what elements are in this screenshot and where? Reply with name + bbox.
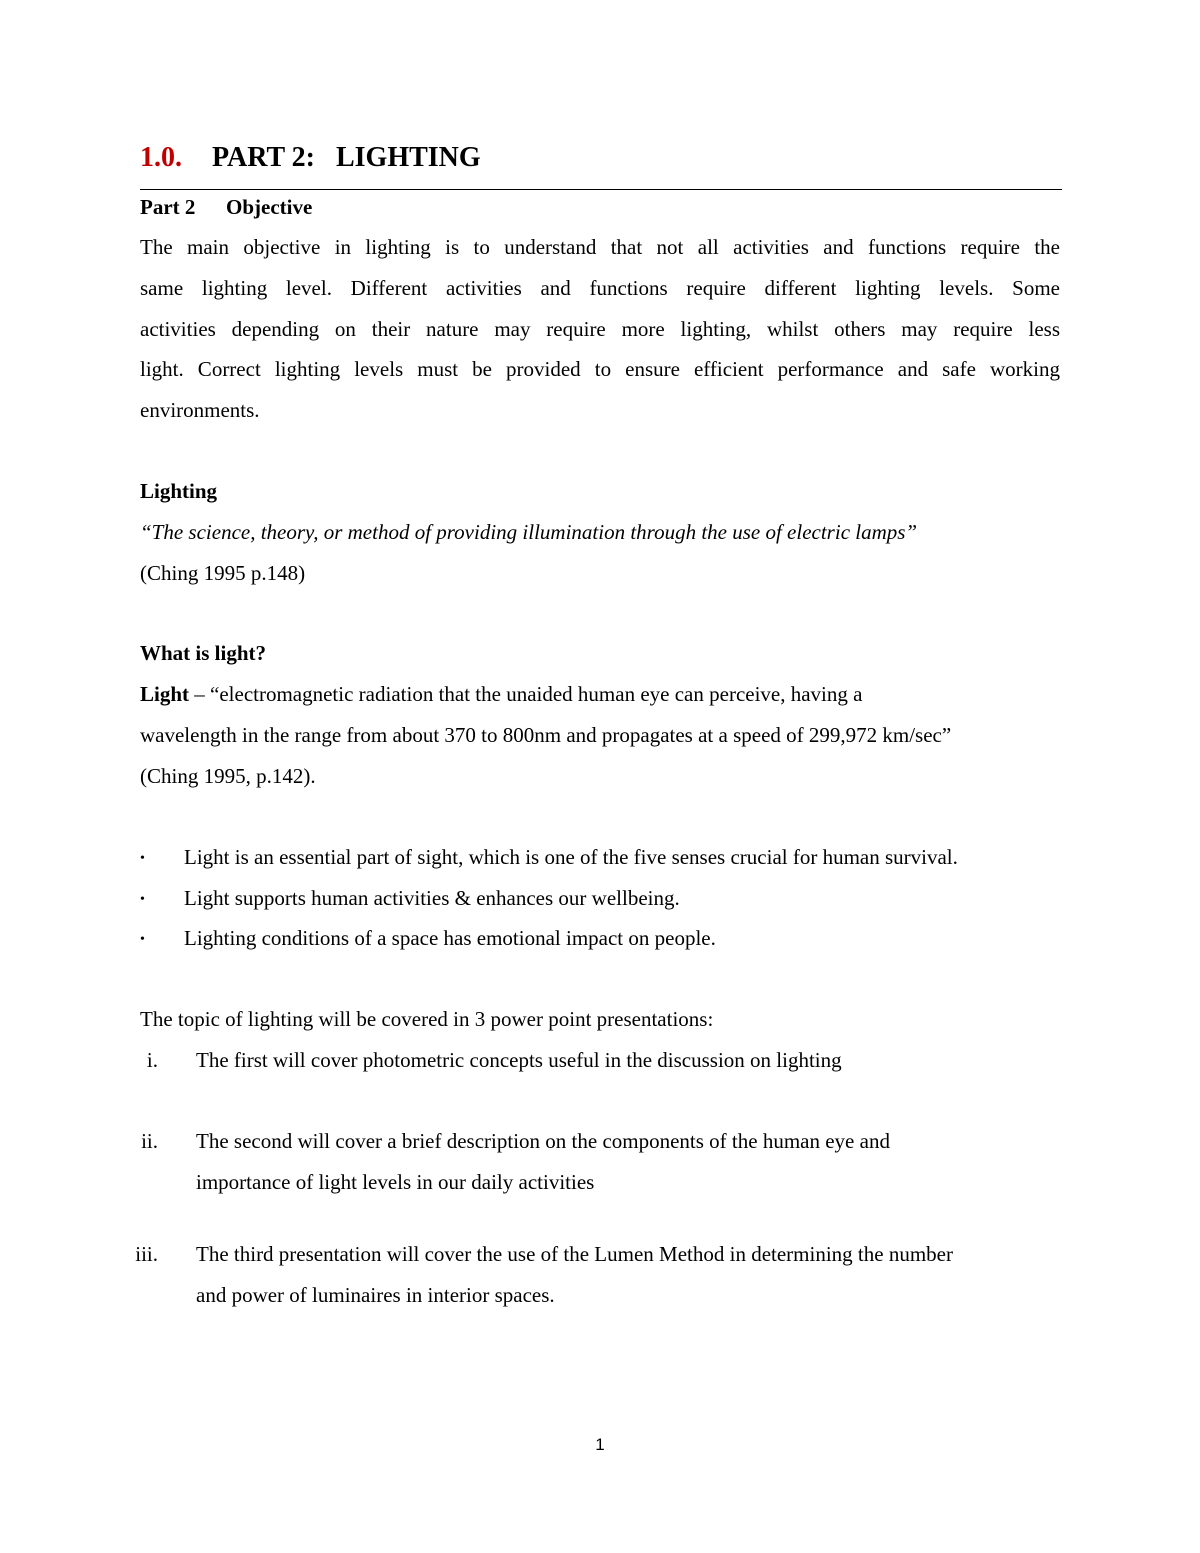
objective-line-5: environments. (140, 398, 260, 422)
light-term: Light (140, 682, 190, 706)
objective-line-3: activities depending on their nature may require more lighting, whilst others may require less (140, 317, 1060, 341)
page-number: 1 (595, 1435, 605, 1454)
bullet-text: Light supports human activities & enhances our wellbeing. (184, 886, 680, 910)
lighting-heading: Lighting (140, 479, 218, 503)
light-definition-line-1 (140, 680, 862, 708)
item-text: The second will cover a brief description on the components of the human eye and (196, 1129, 890, 1153)
item-text: importance of light levels in our daily activities (196, 1170, 595, 1194)
lighting-citation: (Ching 1995 p.148) (140, 561, 306, 585)
item-numeral: ii. (141, 1129, 158, 1153)
lighting-quote: “The science, theory, or method of providing illumination through the use of electric lamps” (140, 520, 918, 544)
bullet-icon: • (140, 932, 145, 948)
list-item (140, 843, 958, 873)
bullet-icon: • (140, 892, 145, 908)
objective-line-4: light. Correct lighting levels must be provided to ensure efficient performance and safe working (140, 357, 1060, 381)
light-definition-line-2: wavelength in the range from about 370 to 800nm and propagates at a speed of 299,972 km/sec” (140, 723, 952, 747)
objective-line-1: The main objective in lighting is to understand that not all activities and functions require the (140, 235, 1060, 259)
item-text: and power of luminaires in interior spaces. (196, 1283, 555, 1307)
item-text: The first will cover photometric concepts useful in the discussion on lighting (196, 1048, 842, 1072)
objective-line-2: same lighting level. Different activities and functions require different lighting levels. Some (140, 276, 1060, 300)
presentations-intro: The topic of lighting will be covered in 3 power point presentations: (140, 1007, 714, 1031)
item-numeral: iii. (135, 1242, 158, 1266)
list-item (140, 884, 680, 914)
objective-label: Part 2 (140, 195, 196, 219)
list-item (140, 924, 716, 954)
what-is-light-heading: What is light? (140, 641, 267, 665)
light-definition-text: – “electromagnetic radiation that the unaided human eye can perceive, having a (189, 682, 863, 706)
section-title: PART 2: LIGHTING (212, 142, 481, 173)
item-text: The third presentation will cover the use of the Lumen Method in determining the number (196, 1242, 953, 1266)
item-numeral: i. (146, 1048, 158, 1072)
bullet-text: Lighting conditions of a space has emotional impact on people. (184, 926, 716, 950)
section-heading (140, 141, 481, 175)
bullet-text: Light is an essential part of sight, which is one of the five senses crucial for human survival. (184, 845, 958, 869)
objective-title: Objective (226, 195, 313, 219)
section-number: 1.0. (140, 142, 182, 173)
heading-divider (140, 189, 1062, 190)
bullet-icon: • (140, 851, 145, 867)
objective-heading (140, 193, 312, 221)
light-citation: (Ching 1995, p.142). (140, 764, 316, 788)
